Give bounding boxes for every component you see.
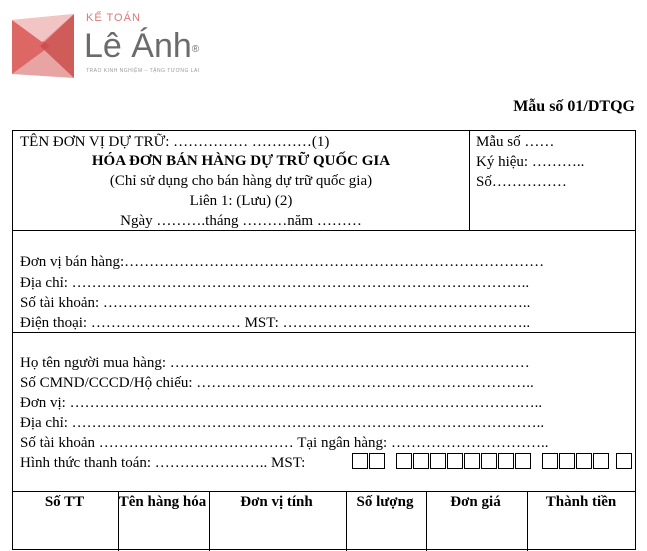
tax-code-box [498,453,514,469]
tax-code-box [559,453,575,469]
invoice-number: Số…………… [476,174,567,190]
divider [13,230,635,231]
buyer-id: Số CMND/CCCD/Hộ chiếu: ………………………………………………………….. [20,375,534,391]
tax-code-box [515,453,531,469]
symbol: Ký hiệu: ……….. [476,154,585,170]
logo-tagline: TRAO KINH NGHIỆM – TẶNG TƯƠNG LAI [86,68,200,74]
payment-method: Hình thức thanh toán: ………………….. MST: [20,455,306,471]
tax-code-box [447,453,463,469]
tax-code-box [396,453,412,469]
tax-code-box [352,453,368,469]
col-header-product: Tên hàng hóa [118,494,207,510]
logo-brand-top: KẾ TOÁN [86,12,141,24]
tax-code-box [616,453,632,469]
buyer-address: Địa chỉ: ………………………………………………………………………………….. [20,415,545,431]
col-header-stt: Số TT [44,494,85,510]
tax-code-box [593,453,609,469]
col-header-quantity: Số lượng [356,494,414,510]
logo-mark-icon [10,12,80,82]
col-header-unit: Đơn vị tính [240,494,313,510]
invoice-date: Ngày ……….tháng ………năm ……… [120,213,362,229]
buyer-name: Họ tên người mua hàng: ……………………………………………………………… [20,355,530,371]
seller-address: Địa chỉ: ……………………………………………………………………………….. [20,275,530,291]
tax-code-box [413,453,429,469]
tax-code-box [576,453,592,469]
col-header-price: Đơn giá [450,494,501,510]
invoice-subtitle: (Chỉ sử dụng cho bán hàng dự trữ quốc gia) [109,173,373,189]
seller-account: Số tài khoản: ………………………………………………………………………….. [20,295,531,311]
col-header-amount: Thành tiền [545,494,617,510]
tax-code-box [369,453,385,469]
form-code: Mẫu số 01/DTQG [513,98,635,115]
invoice-copy: Liên 1: (Lưu) (2) [189,193,293,209]
tax-code-box [542,453,558,469]
form-number: Mẫu số …… [476,134,555,150]
seller-name: Đơn vị bán hàng:………………………………………………………………………… [20,254,545,270]
divider [13,491,635,492]
buyer-unit: Đơn vị: ………………………………………………………………………………….. [20,395,543,411]
logo-brand-name: Lê Ánh® [84,27,200,65]
tax-code-box [464,453,480,469]
invoice-frame [12,130,636,550]
seller-phone-tax: Điện thoại: ………………………… MST: ………………………………………….. [20,315,531,331]
unit-line: TÊN ĐƠN VỊ DỰ TRỮ: …………… …………(1) [20,134,330,150]
divider [13,332,635,333]
buyer-account: Số tài khoản ………………………………… Tại ngân hàng: ………………………….. [20,435,549,451]
tax-code-boxes [352,453,633,470]
header-divider [469,131,470,230]
invoice-title: HÓA ĐƠN BÁN HÀNG DỰ TRỮ QUỐC GIA [91,153,391,169]
tax-code-box [430,453,446,469]
tax-code-box [481,453,497,469]
